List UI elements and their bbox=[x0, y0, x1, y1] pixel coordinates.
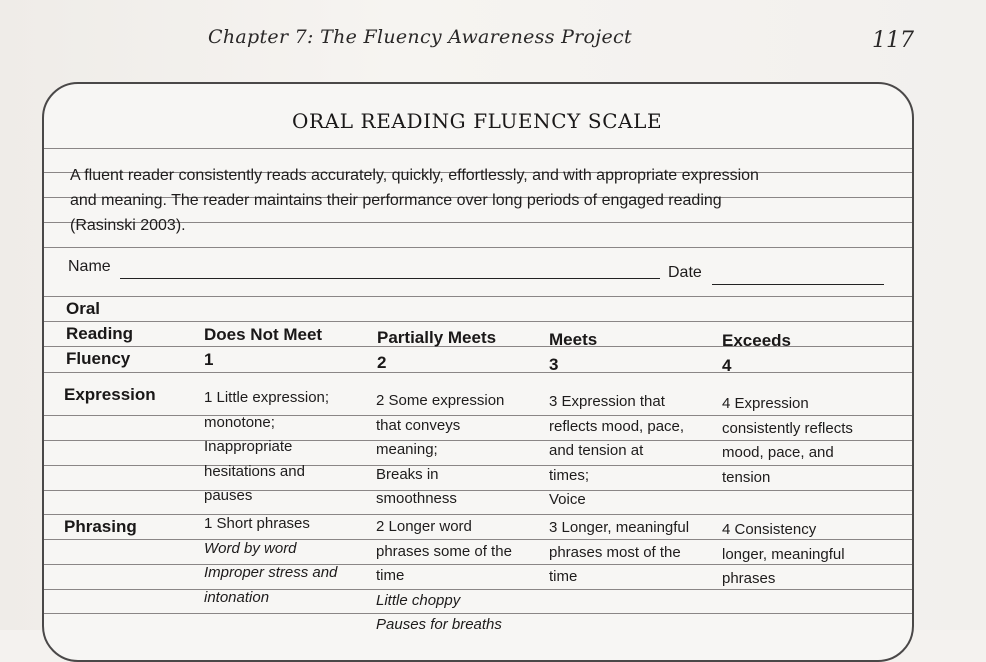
cell-line: mood, pace, and bbox=[722, 444, 834, 462]
cell-line: Pauses for breaths bbox=[376, 616, 502, 634]
cell-line: 1 Short phrases bbox=[204, 515, 310, 532]
cell-line: intonation bbox=[204, 588, 270, 606]
expression-partially-meets-cell bbox=[376, 389, 504, 512]
cell-line: time bbox=[376, 567, 405, 585]
header-label: Exceeds bbox=[722, 331, 791, 350]
cell-line: reflects mood, pace, bbox=[549, 417, 685, 435]
cell-line: monotone; bbox=[204, 413, 275, 431]
cell-line: longer, meaningful bbox=[722, 545, 845, 563]
intro-line: (Rasinski 2003). bbox=[70, 217, 186, 234]
cell-line: 2 Some expression bbox=[376, 392, 505, 409]
header-line: Fluency bbox=[66, 349, 131, 368]
cell-line: phrases most of the bbox=[549, 543, 681, 561]
column-header-criteria bbox=[66, 296, 133, 371]
cell-line: Voice bbox=[549, 491, 586, 509]
expression-does-not-meet-cell bbox=[204, 386, 329, 509]
header-label: Does Not Meet bbox=[204, 325, 323, 344]
column-header-does-not-meet bbox=[204, 322, 322, 372]
header-score: 2 bbox=[377, 353, 387, 372]
cell-line: meaning; bbox=[376, 441, 438, 459]
cell-line: 2 Longer word bbox=[376, 518, 472, 535]
phrasing-exceeds-cell bbox=[722, 518, 845, 592]
header-label: Partially Meets bbox=[377, 328, 497, 347]
row-label-phrasing: Phrasing bbox=[64, 517, 137, 536]
row-label-expression: Expression bbox=[64, 385, 156, 404]
cell-line: 1 Little expression; bbox=[204, 389, 330, 406]
cell-line: that conveys bbox=[376, 416, 461, 434]
cell-line: smoothness bbox=[376, 490, 457, 508]
cell-line: Word by word bbox=[204, 539, 297, 557]
page-number: 117 bbox=[872, 28, 914, 53]
rule-line bbox=[44, 247, 912, 248]
cell-line: 4 Expression bbox=[722, 395, 809, 412]
column-header-meets bbox=[549, 327, 597, 377]
cell-line: phrases bbox=[722, 570, 776, 588]
column-header-exceeds bbox=[722, 328, 791, 378]
cell-line: 3 Expression that bbox=[549, 393, 665, 410]
phrasing-meets-cell bbox=[549, 516, 689, 590]
running-head: Chapter 7: The Fluency Awareness Project bbox=[208, 26, 632, 48]
header-line: Oral bbox=[66, 299, 101, 318]
header-score: 3 bbox=[549, 355, 559, 374]
expression-meets-cell bbox=[549, 390, 684, 513]
date-label: Date bbox=[668, 264, 702, 281]
cell-line: consistently reflects bbox=[722, 419, 853, 437]
intro-paragraph bbox=[70, 163, 890, 238]
intro-line: and meaning. The reader maintains their performance over long periods of engaged reading bbox=[70, 192, 722, 209]
rule-line bbox=[44, 148, 912, 149]
name-field-line[interactable] bbox=[120, 278, 660, 279]
header-line: Reading bbox=[66, 324, 134, 343]
header-score: 1 bbox=[204, 350, 214, 369]
header-label: Meets bbox=[549, 330, 598, 349]
date-field-line[interactable] bbox=[712, 284, 884, 285]
name-label: Name bbox=[68, 258, 111, 275]
cell-line: Inappropriate bbox=[204, 438, 293, 456]
phrasing-does-not-meet-cell bbox=[204, 512, 337, 610]
rule-line bbox=[44, 296, 912, 297]
cell-line: 4 Consistency bbox=[722, 521, 817, 538]
cell-line: pauses bbox=[204, 487, 253, 505]
cell-line: Little choppy bbox=[376, 591, 461, 609]
cell-line: Improper stress and bbox=[204, 564, 338, 582]
cell-line: time bbox=[549, 568, 578, 586]
cell-line: 3 Longer, meaningful bbox=[549, 519, 690, 536]
cell-line: tension bbox=[722, 468, 771, 486]
expression-exceeds-cell bbox=[722, 392, 853, 490]
cell-line: hesitations and bbox=[204, 462, 305, 480]
cell-line: and tension at bbox=[549, 442, 644, 460]
phrasing-partially-meets-cell bbox=[376, 515, 512, 638]
cell-line: times; bbox=[549, 466, 590, 484]
rule-line bbox=[44, 321, 912, 322]
cell-line: phrases some of the bbox=[376, 542, 512, 560]
form-title: ORAL READING FLUENCY SCALE bbox=[292, 109, 663, 133]
header-score: 4 bbox=[722, 356, 732, 375]
cell-line: Breaks in bbox=[376, 465, 439, 483]
column-header-partially-meets bbox=[377, 325, 496, 375]
intro-line: A fluent reader consistently reads accurately, quickly, effortlessly, and with appropriate expression bbox=[70, 167, 759, 184]
